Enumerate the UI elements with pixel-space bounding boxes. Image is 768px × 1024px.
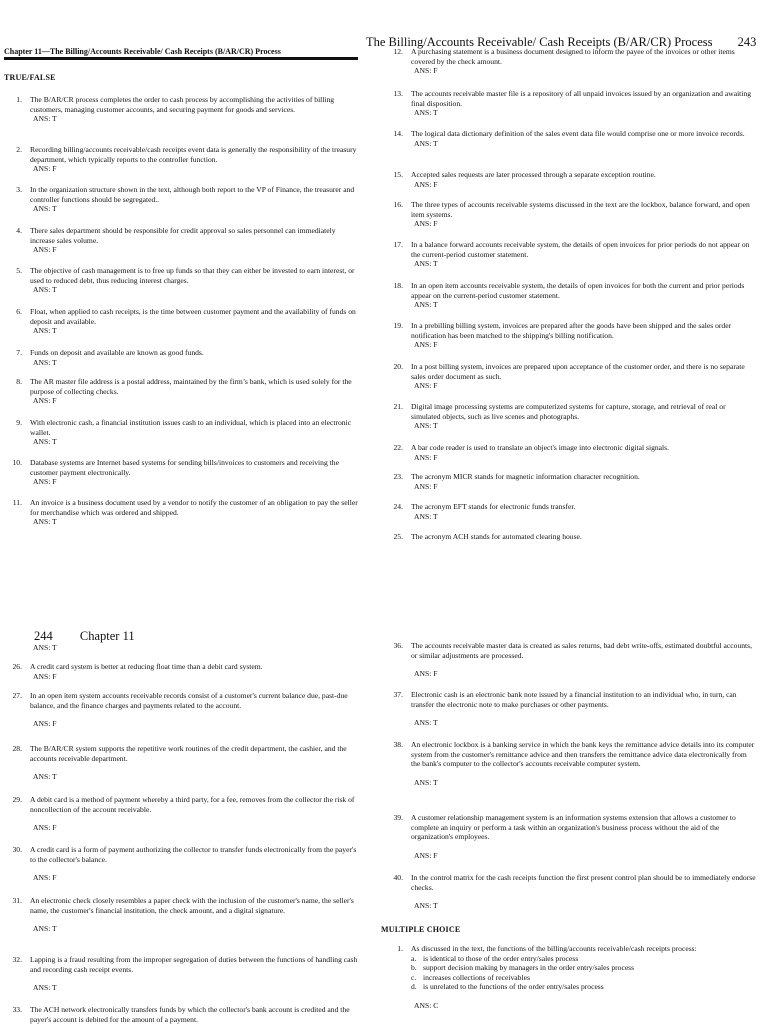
question-item: 19. In a prebilling billing system, invoices are prepared after the goods have been shipped and the sales order notification has been matched to the shipping's billing notification. ANS: F — [393, 321, 732, 350]
mc-options — [411, 954, 756, 992]
mc-option: c. increases collections of receivables — [411, 972, 530, 982]
question-item: 29. A debit card is a method of payment whereby a third party, for a fee, removes from the collector the risk of noncollection of the account receivable. ANS: F — [12, 795, 355, 833]
question-item: 18. In an open item accounts receivable system, the details of open invoices for both the current and prior periods appear on the current-period customer statement. ANS: T — [393, 281, 745, 310]
question-item: 21. Digital image processing systems are computerized systems for capture, storage, and retrieval of real or simulated objects, such as live scenes and photographs. ANS: T — [393, 402, 726, 431]
question-item: 33. The ACH network electronically transfers funds by which the collector's bank account is credited and the payer's account is debited for the amount of a payment. — [12, 1005, 350, 1024]
question-item: 3. In the organization structure shown in the text, although both report to the VP of Finance, the treasurer and controller functions should be segregated.. ANS: T — [16, 185, 355, 214]
page2-page-number: 244 — [34, 629, 53, 643]
question-item: 11. An invoice is a business document used by a vendor to notify the customer of an obligation to pay the seller for merchandise which was ordered and shipped. ANS: T — [12, 498, 358, 527]
question-item: 12. A purchasing statement is a business document designed to inform the payee of the invoices or other items covered by the check amount. ANS: F — [393, 47, 735, 76]
question-item: 26. A credit card system is better at reducing float time than a debit card system. ANS: F — [12, 662, 263, 681]
question-item: 13. The accounts receivable master file is a repository of all unpaid invoices issued by an organization and awaiting final disposition. ANS: T — [393, 89, 751, 118]
mc-question: 1. As discussed in the text, the functions of the billing/accounts receivable/cash receipts process: a. is identical to those of the order entry/sales process b. support decision making by managers in the order entry/sales process c. increases collections of receivables d. is unrelated to the functions of the order entry/sales process ANS: C — [381, 944, 756, 1011]
question-item: 28. The B/AR/CR system supports the repetitive work routines of the credit department, the cashier, and the accounts receivable department. ANS: T — [12, 744, 347, 782]
question-item: 24. The acronym EFT stands for electronic funds transfer. ANS: T — [393, 502, 576, 521]
question-item: 31. An electronic check closely resembles a paper check with the inclusion of the customer's name, the seller's name, the customer's financial institution, the check amount, and a digital signature. ANS: T — [12, 896, 354, 934]
question-item: 1. The B/AR/CR process completes the order to cash process by accomplishing the activities of billing customers, managing customer accounts, and securing payment for goods and services. ANS: T — [16, 95, 335, 124]
page2-chapter-title: Chapter 11 — [79, 629, 135, 643]
mc-answer: ANS: C — [414, 1000, 439, 1010]
question-item: 40. In the control matrix for the cash receipts function the first present control plan should be to immediately endorse checks. ANS: T — [393, 873, 756, 911]
page-number: 243 — [737, 35, 757, 49]
question-item: 20. In a post billing system, invoices are prepared upon acceptance of the customer order, and there is no separate sales order document as such. ANS: F — [393, 362, 745, 391]
mc-option: b. support decision making by managers in the order entry/sales process — [411, 963, 635, 973]
question-item: 39. A customer relationship management system is an information systems extension that allows a customer to complete an inquiry or perform a task within an organization's business process without the aid of the organization's employees. ANS: F — [393, 813, 736, 860]
mc-section-label: MULTIPLE CHOICE — [381, 925, 461, 934]
chapter-label: Chapter 11—The Billing/Accounts Receivable/ Cash Receipts (B/AR/CR) Process — [4, 47, 281, 56]
question-item: 32. Lapping is a fraud resulting from the improper segregation of duties between the functions of handling cash and recording cash receipt events. ANS: T — [12, 955, 358, 993]
section-label: TRUE/FALSE — [4, 73, 56, 82]
running-header-title: The Billing/Accounts Receivable/ Cash Receipts (B/AR/CR) Process — [366, 35, 713, 49]
question-item: 27. In an open item system accounts receivable records consist of a customer's current balance due, past-due balance, and the finance charges and payments related to the account. ANS: F — [12, 691, 348, 729]
question-item: 15. Accepted sales requests are later processed through a separate exception routine. ANS: F — [393, 170, 656, 189]
question-item: 23. The acronym MICR stands for magnetic information character recognition. ANS: F — [393, 472, 640, 491]
mc-option: a. is identical to those of the order entry/sales process — [411, 953, 579, 963]
carry-over-answer: ANS: T — [33, 643, 57, 652]
question-item: 17. In a balance forward accounts receivable system, the details of open invoices for prior periods do not appear on the current-period customer statement. ANS: T — [393, 240, 750, 269]
question-item: 36. The accounts receivable master data is created as sales returns, bad debt write-offs, estimated doubtful accounts, or similar adjustments are processed. ANS: F — [393, 641, 753, 679]
question-item: 14. The logical data dictionary definition of the sales event data file would comprise one or more invoice records. ANS: T — [393, 129, 745, 148]
question-item: 8. The AR master file address is a postal address, maintained by the firm’s bank, which is used solely for the purpose of collecting checks. ANS: F — [16, 377, 352, 406]
mc-option: d. is unrelated to the functions of the order entry/sales process — [411, 982, 604, 992]
question-item: 25. The acronym ACH stands for automated clearing house. — [393, 532, 582, 541]
question-item: 38. An electronic lockbox is a banking service in which the bank keys the remittance advice details into its computer system from the customer's remittance advice and then transfers the remittance advice data electronically from the bank's computer to the collector's accounts receivable computer system. ANS: T — [393, 740, 755, 787]
question-item: 9. With electronic cash, a financial institution issues cash to an individual, which is placed into an electronic wallet. ANS: T — [16, 418, 352, 447]
question-item: 37. Electronic cash is an electronic bank note issued by a financial institution to an individual who, in turn, can transfer the electronic note to make purchases or other payments. ANS: T — [393, 690, 737, 728]
question-item: 7. Funds on deposit and available are known as good funds. ANS: T — [16, 348, 204, 367]
page2-header — [34, 629, 135, 644]
question-item: 10. Database systems are Internet based systems for sending bills/invoices to customers and receiving the customer payment electronically. ANS: F — [12, 458, 339, 487]
question-item: 22. A bar code reader is used to translate an object's image into electronic digital signals. ANS: F — [393, 443, 669, 462]
question-item: 2. Recording billing/accounts receivable/cash receipts event data is generally the responsibility of the treasury department, which typically reports to the controller function. ANS: F — [16, 145, 357, 174]
question-item: 6. Float, when applied to cash receipts, is the time between customer payment and the availability of funds on deposit and available. ANS: T — [16, 307, 356, 336]
question-item: 16. The three types of accounts receivable systems discussed in the text are the lockbox, balance forward, and open item systems. ANS: F — [393, 200, 750, 229]
question-item: 30. A credit card is a form of payment authorizing the collector to transfer funds electronically from the payer's to the collector's balance. ANS: F — [12, 845, 357, 883]
question-item: 5. The objective of cash management is to free up funds so that they can either be invested to earn interest, or used to reduced debt, thus reducing interest charges. ANS: T — [16, 266, 355, 295]
question-item: 4. There sales department should be responsible for credit approval so sales personnel can immediately increase sales volume. ANS: F — [16, 226, 336, 255]
chapter-rule — [4, 57, 358, 60]
